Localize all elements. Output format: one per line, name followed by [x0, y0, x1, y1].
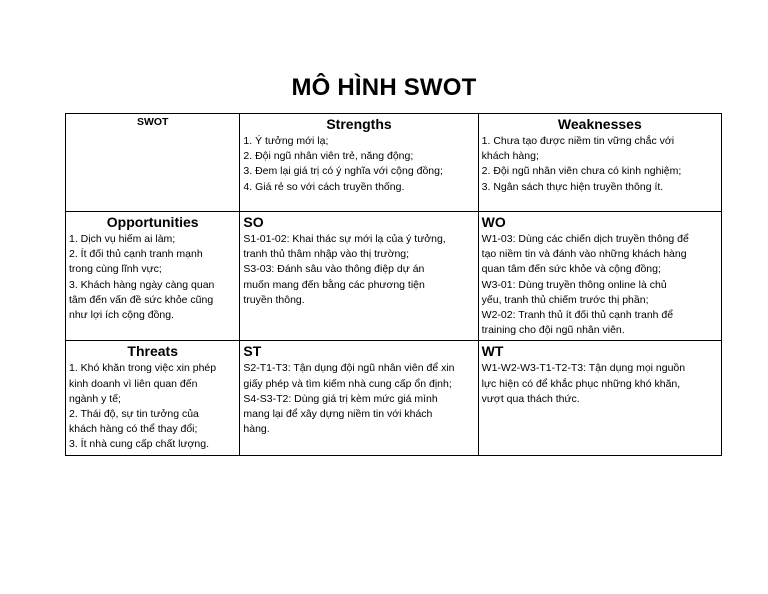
weaknesses-title: Weaknesses — [557, 116, 642, 132]
st-title: ST — [243, 343, 262, 360]
swot-corner-label: SWOT — [136, 116, 169, 128]
opportunities-item: tâm đến vấn đề sức khỏe cũng — [69, 293, 214, 306]
swot-row-opportunities — [66, 212, 722, 341]
wo-cell — [478, 212, 721, 341]
threats-item: 1. Khó khăn trong việc xin phép — [69, 362, 217, 375]
wo-item: W3-01: Dùng truyền thông online là chủ — [481, 278, 667, 291]
wo-item: tạo niềm tin và đánh vào những khách hàng — [481, 248, 687, 261]
st-item: mang lại để xây dựng niềm tin với khách — [243, 408, 433, 421]
st-item: giấy phép và tìm kiếm nhà cung cấp ổn định; — [243, 377, 452, 390]
threats-cell — [66, 341, 240, 455]
swot-corner-cell — [66, 114, 240, 212]
so-item: tranh thủ thâm nhập vào thị trường; — [243, 248, 410, 261]
so-item: truyền thông. — [243, 293, 305, 306]
st-item: hàng. — [243, 423, 270, 436]
weaknesses-item: 1. Chưa tạo được niềm tin vững chắc với — [481, 135, 675, 147]
st-cell — [240, 341, 478, 455]
threats-item: kinh doanh vì liên quan đến — [69, 377, 198, 390]
opportunities-item: như lợi ích cộng đồng. — [69, 309, 174, 322]
threats-item: 2. Thái độ, sự tin tưởng của — [69, 408, 199, 421]
wo-item: yếu, tranh thủ chiếm trước thị phần; — [481, 293, 649, 306]
so-item: S1-01-02: Khai thác sự mới lạ của ý tưởng, — [243, 233, 446, 245]
weaknesses-item: 2. Đội ngũ nhân viên chưa có kinh nghiệm; — [481, 165, 682, 178]
st-item: S4-S3-T2: Dùng giá trị kèm mức giá mình — [243, 392, 438, 405]
so-title: SO — [243, 214, 264, 230]
opportunities-item: 3. Khách hàng ngày càng quan — [69, 278, 215, 291]
wt-title: WT — [481, 343, 504, 360]
wo-title: WO — [481, 214, 506, 230]
opportunities-title: Opportunities — [106, 214, 199, 230]
opportunities-item: 2. Ít đối thủ cạnh tranh mạnh — [69, 248, 203, 261]
wo-item: W1-03: Dùng các chiến dịch truyền thông để — [481, 233, 689, 245]
threats-title: Threats — [127, 343, 178, 360]
wo-item: quan tâm đến sức khỏe và cộng đồng; — [481, 263, 661, 276]
weaknesses-item: 3. Ngân sách thực hiện truyền thông ít. — [481, 180, 664, 193]
strengths-item: 1. Ý tưởng mới lạ; — [243, 135, 329, 147]
wt-item: vượt qua thách thức. — [481, 392, 580, 405]
strengths-item: 3. Đem lại giá trị có ý nghĩa với cộng đồng; — [243, 165, 443, 178]
weaknesses-cell — [478, 114, 721, 212]
opportunities-cell — [66, 212, 240, 341]
strengths-title: Strengths — [326, 116, 392, 132]
strengths-cell — [240, 114, 478, 212]
document-title: MÔ HÌNH SWOT — [291, 74, 477, 101]
strengths-item: 4. Giá rẻ so với cách truyền thống. — [243, 180, 405, 193]
so-item: muốn mang đến bằng các phương tiện — [243, 278, 425, 291]
so-item: S3-03: Đánh sâu vào thông điệp dự án — [243, 263, 425, 276]
strengths-item: 2. Đội ngũ nhân viên trẻ, năng động; — [243, 150, 414, 163]
swot-row-header — [66, 114, 722, 212]
wo-item: training cho đội ngũ nhân viên. — [481, 324, 625, 337]
wo-item: W2-02: Tranh thủ ít đối thủ cạnh tranh để — [481, 309, 674, 322]
swot-row-threats — [66, 341, 722, 455]
wt-item: W1-W2-W3-T1-T2-T3: Tận dụng mọi nguồn — [481, 362, 686, 375]
threats-item: ngành y tế; — [69, 392, 121, 405]
threats-item: khách hàng có thể thay đổi; — [69, 423, 198, 436]
wt-item: lực hiện có để khắc phục những khó khăn, — [481, 377, 681, 390]
weaknesses-item: khách hàng; — [481, 150, 539, 163]
wt-cell — [478, 341, 721, 455]
so-cell — [240, 212, 478, 341]
swot-table — [65, 113, 722, 456]
opportunities-item: trong cùng lĩnh vực; — [69, 263, 162, 276]
st-item: S2-T1-T3: Tận dụng đội ngũ nhân viên để xin — [243, 362, 455, 375]
opportunities-item: 1. Dịch vụ hiếm ai làm; — [69, 233, 176, 245]
threats-item: 3. Ít nhà cung cấp chất lượng. — [69, 438, 210, 451]
